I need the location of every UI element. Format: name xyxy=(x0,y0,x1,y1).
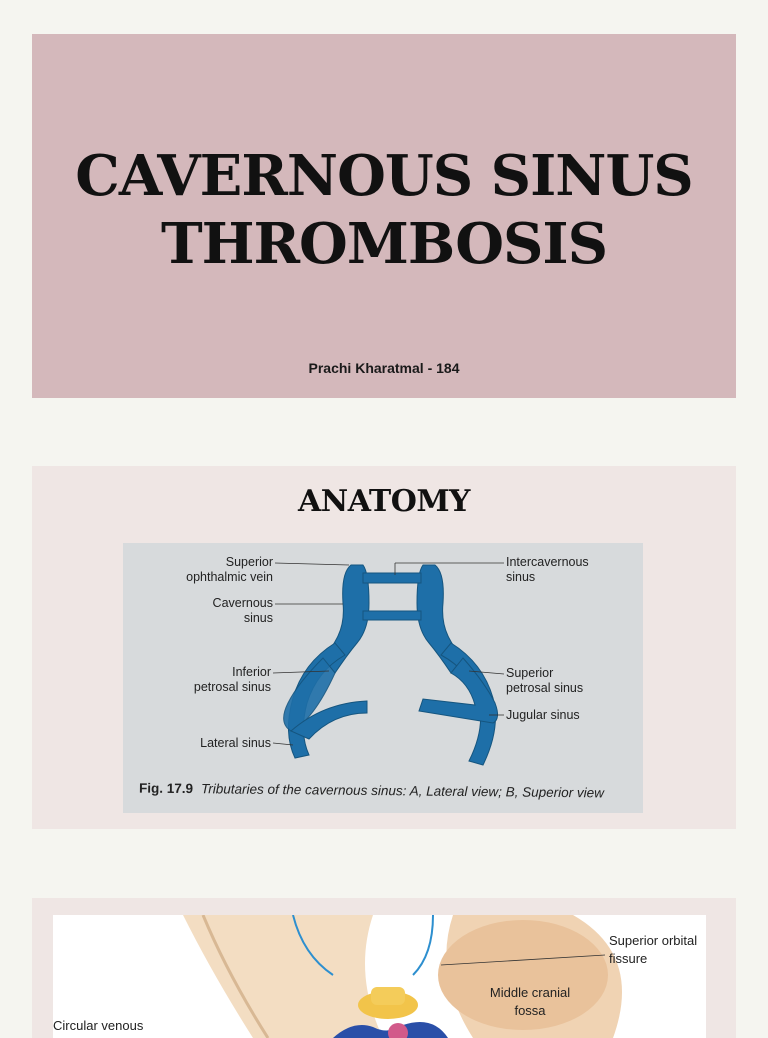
label-middle-cranial-fossa: Middle cranial fossa xyxy=(489,985,571,1018)
title-line-1: CAVERNOUS SINUS xyxy=(75,143,693,209)
anatomy-slide xyxy=(32,466,736,829)
label-superior-orbital-fissure: Superior orbital fissure xyxy=(609,933,698,966)
figure-caption-text: Tributaries of the cavernous sinus: A, Lateral view; B, Superior view xyxy=(200,781,605,801)
label-lateral-sinus: Lateral sinus xyxy=(200,736,271,750)
sinus-figure xyxy=(123,543,643,813)
slide-title xyxy=(32,142,736,278)
label-intercavernous-sinus: Intercavernous sinus xyxy=(506,555,589,584)
label-circular-venous: Circular venous xyxy=(53,1018,144,1033)
label-inferior-petrosal-sinus: Inferior petrosal sinus xyxy=(193,665,271,694)
label-jugular-sinus: Jugular sinus xyxy=(506,708,580,722)
title-slide xyxy=(32,34,736,398)
anatomy-slide-2 xyxy=(32,898,736,1038)
figure-number: Fig. 17.9 xyxy=(138,780,194,797)
anatomy-title: ANATOMY xyxy=(298,484,470,519)
title-line-2: THROMBOSIS xyxy=(160,211,608,277)
label-superior-petrosal-sinus: Superior petrosal sinus xyxy=(506,666,584,695)
author-label: Prachi Kharatmal - 184 xyxy=(308,360,460,376)
label-cavernous-sinus: Cavernous sinus xyxy=(212,596,273,625)
label-superior-ophthalmic-vein: Superior ophthalmic vein xyxy=(186,555,273,584)
cranial-fossa-figure xyxy=(53,915,706,1038)
